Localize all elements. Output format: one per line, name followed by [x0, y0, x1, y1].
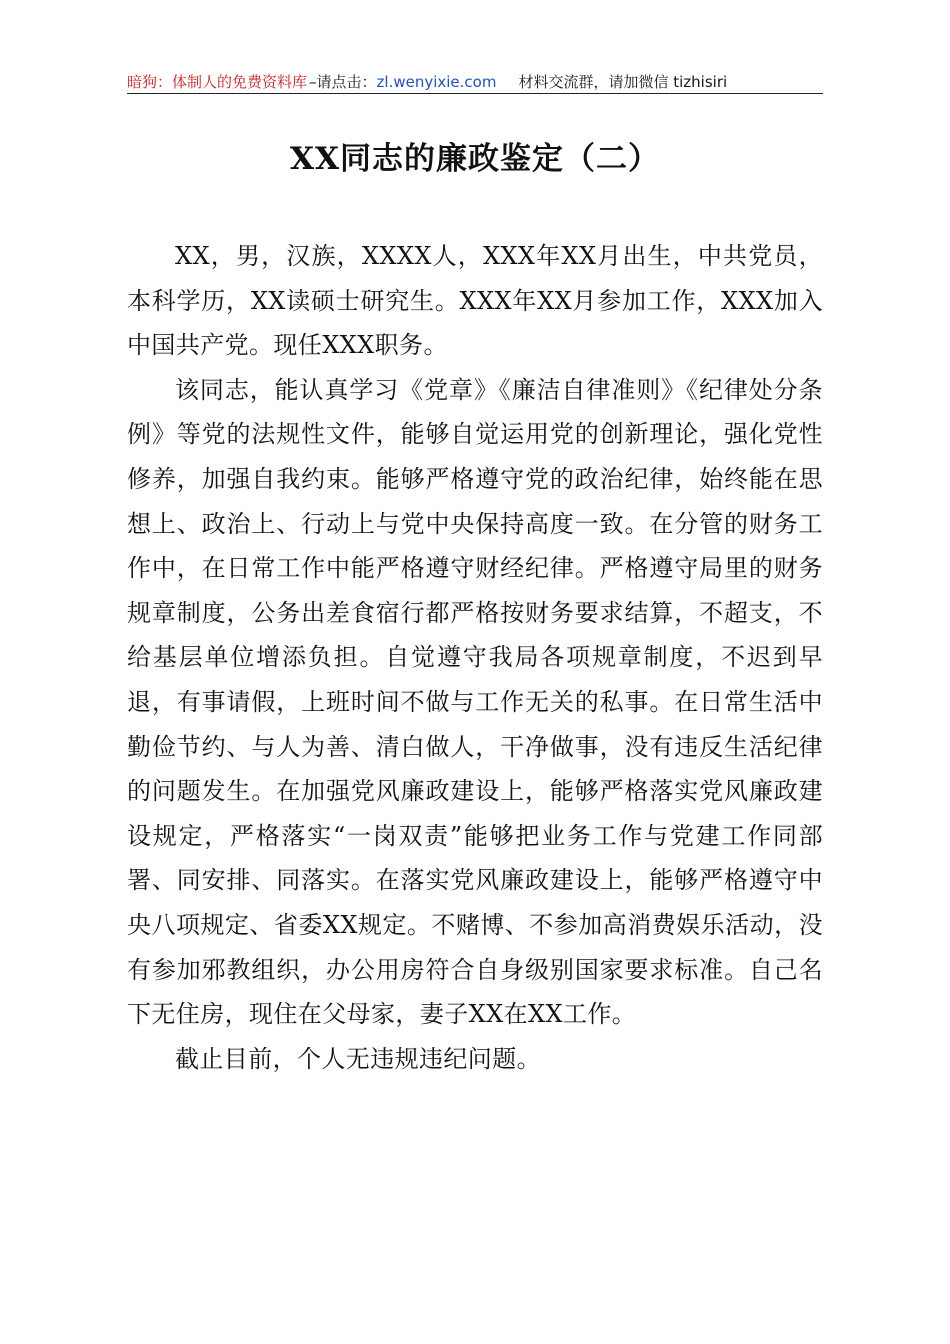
header-link[interactable]: zl.wenyixie.com	[376, 73, 497, 91]
document-body	[127, 234, 823, 1081]
document-title: XX同志的廉政鉴定（二）	[289, 141, 661, 177]
paragraph-evaluation: 该同志，能认真学习《党章》《廉洁自律准则》《纪律处分条例》等党的法规性文件，能够自觉运用党的创新理论，强化党性修养，加强自我约束。能够严格遵守党的政治纪律，始终能在思想上、政治上、行动上与党中央保持高度一致。在分管的财务工作中，在日常工作中能严格遵守财经纪律。严格遵守局里的财务规章制度，公务出差食宿行都严格按财务要求结算，不超支，不给基层单位增添负担。自觉遵守我局各项规章制度，不迟到早退，有事请假，上班时间不做与工作无关的私事。在日常生活中勤俭节约、与人为善、清白做人，干净做事，没有违反生活纪律的问题发生。在加强党风廉政建设上，能够严格落实党风廉政建设规定，严格落实“一岗双责”能够把业务工作与党建工作同部署、同安排、同落实。在落实党风廉政建设上，能够严格遵守中央八项规定、省委XX规定。不赌博、不参加高消费娱乐活动，没有参加邪教组织，办公用房符合自身级别国家要求标准。自己名下无住房，现住在父母家，妻子XX在XX工作。	[127, 375, 823, 1029]
page-header	[127, 72, 823, 94]
header-brand: 暗狗：体制人的免费资料库	[127, 73, 308, 91]
header-wechat-note: 材料交流群，请加微信 tizhisiri	[518, 73, 728, 91]
header-prompt: –请点击：	[309, 73, 377, 91]
header-divider	[127, 93, 823, 94]
paragraph-personal-info: XX，男，汉族，XXXX人，XXX年XX月出生，中共党员，本科学历，XX读硕士研究生。XXX年XX月参加工作，XXX加入中国共产党。现任XXX职务。	[127, 242, 823, 360]
paragraph-conclusion: 截止目前，个人无违规违纪问题。	[175, 1044, 541, 1073]
